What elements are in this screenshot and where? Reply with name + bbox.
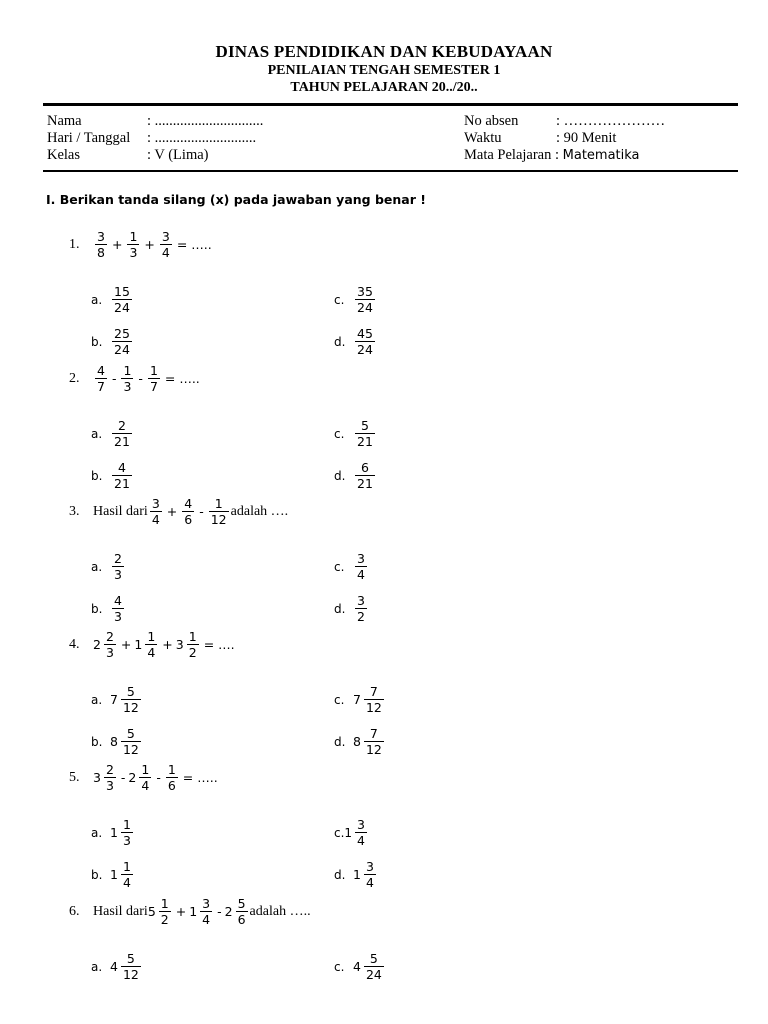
whole-number: 3	[93, 770, 101, 785]
whole-number: 4	[110, 959, 118, 974]
numerator: 35	[357, 284, 373, 299]
section-title: I. Berikan tanda silang (x) pada jawaban yang benar !	[46, 192, 426, 207]
answer-option-a[interactable]	[91, 418, 134, 449]
whole-number: 2	[93, 637, 101, 652]
numerator: 2	[105, 629, 114, 644]
fraction	[209, 496, 229, 527]
denominator: 8	[97, 245, 105, 260]
whole-number: 7	[353, 692, 361, 707]
operator: = …..	[176, 237, 212, 252]
answer-option-c[interactable]	[334, 418, 377, 449]
fraction	[182, 496, 194, 527]
numerator: 1	[129, 229, 138, 244]
fraction	[121, 859, 133, 890]
denominator: 12	[122, 967, 139, 982]
option-letter: d.	[334, 601, 346, 616]
denominator: 3	[114, 609, 122, 624]
option-letter: a.	[91, 825, 103, 840]
fraction	[127, 229, 139, 260]
option-letter: a.	[91, 959, 103, 974]
option-letter: c.	[334, 959, 345, 974]
fraction	[355, 284, 375, 315]
denominator: 6	[237, 912, 246, 927]
info-right	[464, 113, 665, 164]
denominator: 24	[357, 300, 373, 315]
fraction	[104, 762, 116, 793]
question-text: Hasil dari	[93, 503, 148, 519]
denominator: 6	[167, 778, 176, 793]
option-letter: a.	[91, 692, 103, 707]
kelas-label: Kelas	[47, 147, 81, 163]
numerator: 3	[151, 496, 160, 511]
operator: -	[111, 371, 117, 386]
denominator: 2	[160, 912, 169, 927]
operator: +	[166, 504, 178, 519]
fraction	[112, 551, 124, 582]
fraction	[112, 460, 132, 491]
numerator: 3	[202, 896, 211, 911]
operator: = …..	[182, 770, 218, 785]
denominator: 3	[105, 778, 114, 793]
fraction	[148, 363, 160, 394]
operator: +	[162, 637, 173, 652]
numerator: 15	[114, 284, 130, 299]
numerator: 5	[126, 951, 135, 966]
question-text: adalah ….	[230, 503, 289, 519]
numerator: 1	[141, 762, 150, 777]
nama-field[interactable]: : ..............................	[147, 113, 264, 129]
numerator: 7	[369, 684, 378, 699]
fraction	[121, 363, 133, 394]
numerator: 1	[188, 629, 197, 644]
denominator: 3	[123, 379, 132, 394]
question-number: 6.	[69, 903, 80, 919]
numerator: 1	[147, 629, 156, 644]
answer-option-b[interactable]	[91, 593, 126, 624]
question-1	[69, 229, 215, 260]
numerator: 4	[97, 363, 105, 378]
option-letter: d.	[334, 867, 346, 882]
fraction	[95, 363, 107, 394]
numerator: 25	[114, 326, 130, 341]
question-3	[69, 496, 288, 527]
option-letter: b.	[91, 734, 103, 749]
denominator: 24	[114, 300, 130, 315]
option-letter: b.	[91, 867, 103, 882]
fraction	[160, 229, 172, 260]
numerator: 1	[167, 762, 176, 777]
denominator: 24	[114, 342, 130, 357]
denominator: 21	[357, 434, 373, 449]
whole-number: 7	[110, 692, 118, 707]
numerator: 1	[122, 859, 131, 874]
fraction	[112, 593, 124, 624]
fraction	[355, 326, 375, 357]
document-header	[0, 42, 768, 96]
numerator: 1	[160, 896, 169, 911]
header-subtitle: PENILAIAN TENGAH SEMESTER 1	[267, 63, 501, 78]
nama-label: Nama	[47, 113, 82, 129]
fraction	[121, 817, 133, 848]
fraction	[145, 629, 157, 660]
answer-option-c[interactable]	[334, 951, 386, 982]
fraction	[150, 496, 162, 527]
operator: +	[111, 237, 123, 252]
whole-number: 1	[110, 867, 118, 882]
denominator: 3	[122, 833, 131, 848]
question-text: Hasil dari	[93, 903, 148, 919]
denominator: 12	[122, 700, 139, 715]
fraction	[121, 684, 141, 715]
numerator: 4	[184, 496, 193, 511]
answer-option-b[interactable]	[91, 859, 135, 890]
question-number: 1.	[69, 236, 80, 252]
denominator: 12	[365, 700, 382, 715]
waktu-label: Waktu	[464, 130, 502, 146]
question-text: adalah …..	[249, 903, 311, 919]
denominator: 4	[357, 567, 365, 582]
numerator: 3	[357, 593, 365, 608]
whole-number: 1	[353, 867, 361, 882]
whole-number: 1	[189, 904, 198, 919]
numerator: 1	[214, 496, 223, 511]
waktu-value: : 90 Menit	[556, 130, 617, 146]
option-letter: c.	[334, 292, 345, 307]
numerator: 1	[123, 363, 132, 378]
fraction	[112, 284, 132, 315]
numerator: 2	[105, 762, 114, 777]
answer-option-a[interactable]	[91, 684, 143, 715]
denominator: 6	[184, 512, 193, 527]
option-letter: d.	[334, 734, 346, 749]
denominator: 24	[365, 967, 382, 982]
numerator: 3	[97, 229, 105, 244]
option-letter: a.	[91, 559, 103, 574]
numerator: 2	[117, 418, 126, 433]
operator: +	[144, 237, 155, 252]
denominator: 12	[122, 742, 139, 757]
question-6	[69, 896, 311, 927]
operator: +	[120, 637, 132, 652]
denominator: 4	[147, 645, 156, 660]
numerator: 5	[237, 896, 246, 911]
denominator: 4	[141, 778, 150, 793]
fraction	[112, 418, 132, 449]
numerator: 5	[360, 418, 369, 433]
whole-number: 5	[147, 904, 156, 919]
option-letter: b.	[91, 334, 103, 349]
option-letter: b.	[91, 601, 103, 616]
denominator: 7	[97, 379, 105, 394]
fraction	[121, 726, 141, 757]
answer-option-d[interactable]	[334, 726, 386, 757]
fraction	[187, 629, 199, 660]
fraction	[364, 726, 384, 757]
numerator: 1	[122, 817, 131, 832]
option-letter: c.	[334, 426, 345, 441]
hari-label: Hari / Tanggal	[47, 130, 131, 146]
fraction	[364, 684, 384, 715]
whole-number: 3	[175, 637, 184, 652]
denominator: 21	[114, 434, 130, 449]
fraction	[355, 460, 375, 491]
whole-number: 4	[353, 959, 361, 974]
answer-option-a[interactable]	[91, 551, 126, 582]
fraction	[112, 326, 132, 357]
mapel-label: Mata Pelajaran :	[464, 147, 560, 163]
numerator: 3	[357, 551, 365, 566]
answer-option-b[interactable]	[91, 726, 143, 757]
answer-option-c[interactable]	[334, 684, 386, 715]
fraction	[355, 817, 367, 848]
operator: +	[175, 904, 187, 919]
info-left	[47, 113, 263, 164]
answer-option-a[interactable]	[91, 817, 135, 848]
fraction	[364, 859, 376, 890]
fraction	[364, 951, 384, 982]
fraction	[95, 229, 107, 260]
whole-number: 8	[353, 734, 361, 749]
denominator: 3	[105, 645, 114, 660]
option-letter: b.	[91, 468, 103, 483]
fraction	[200, 896, 212, 927]
denominator: 7	[149, 379, 158, 394]
numerator: 3	[161, 229, 170, 244]
question-5	[69, 762, 221, 793]
answer-option-c[interactable]	[334, 551, 369, 582]
absen-label: No absen	[464, 113, 519, 129]
denominator: 4	[161, 245, 170, 260]
option-letter: c.1	[334, 825, 353, 840]
question-number: 2.	[69, 370, 80, 386]
operator: = …..	[164, 371, 200, 386]
denominator: 4	[202, 912, 211, 927]
operator: -	[120, 770, 126, 785]
whole-number: 2	[128, 770, 137, 785]
fraction	[355, 418, 375, 449]
denominator: 3	[114, 567, 122, 582]
fraction	[121, 951, 141, 982]
operator: -	[156, 770, 161, 785]
answer-option-c[interactable]	[334, 284, 377, 315]
denominator: 4	[357, 833, 365, 848]
whole-number: 8	[110, 734, 118, 749]
option-letter: d.	[334, 334, 346, 349]
operator: -	[138, 371, 143, 386]
absen-field[interactable]: : …………………	[556, 113, 666, 129]
denominator: 24	[357, 342, 373, 357]
denominator: 4	[365, 875, 374, 890]
whole-number: 1	[110, 825, 118, 840]
denominator: 2	[357, 609, 365, 624]
fraction	[236, 896, 248, 927]
fraction	[355, 593, 367, 624]
operator: -	[199, 504, 204, 519]
top-rule	[43, 103, 738, 106]
numerator: 5	[126, 684, 135, 699]
denominator: 21	[114, 476, 130, 491]
numerator: 6	[360, 460, 369, 475]
option-letter: c.	[334, 559, 345, 574]
option-letter: a.	[91, 426, 103, 441]
answer-option-b[interactable]	[91, 326, 134, 357]
numerator: 4	[114, 593, 122, 608]
header-year: TAHUN PELAJARAN 20../20..	[290, 80, 478, 95]
answer-option-c1[interactable]	[334, 817, 369, 848]
denominator: 12	[210, 512, 227, 527]
answer-option-a[interactable]	[91, 284, 134, 315]
fraction	[355, 551, 367, 582]
numerator: 3	[365, 859, 374, 874]
operator: -	[217, 904, 222, 919]
fraction	[166, 762, 178, 793]
answer-option-d[interactable]	[334, 859, 378, 890]
mapel-value: Matematika	[562, 148, 640, 163]
denominator: 4	[151, 512, 160, 527]
denominator: 12	[365, 742, 382, 757]
answer-option-a[interactable]	[91, 951, 143, 982]
question-number: 5.	[69, 769, 80, 785]
numerator: 45	[357, 326, 373, 341]
denominator: 3	[129, 245, 138, 260]
header-title: DINAS PENDIDIKAN DAN KEBUDAYAAN	[215, 42, 553, 61]
question-number: 3.	[69, 503, 80, 519]
answer-option-b[interactable]	[91, 460, 134, 491]
numerator: 7	[369, 726, 378, 741]
bottom-rule	[43, 170, 738, 172]
numerator: 4	[117, 460, 126, 475]
kelas-value: : V (Lima)	[147, 147, 209, 163]
numerator: 1	[149, 363, 158, 378]
option-letter: c.	[334, 692, 345, 707]
fraction	[159, 896, 171, 927]
numerator: 2	[114, 551, 122, 566]
fraction	[104, 629, 116, 660]
option-letter: a.	[91, 292, 103, 307]
denominator: 2	[188, 645, 197, 660]
question-4	[69, 629, 238, 660]
denominator: 4	[122, 875, 131, 890]
numerator: 5	[126, 726, 135, 741]
answer-option-d[interactable]	[334, 593, 369, 624]
question-2	[69, 363, 203, 394]
option-letter: d.	[334, 468, 346, 483]
fraction	[139, 762, 151, 793]
question-number: 4.	[69, 636, 80, 652]
whole-number: 1	[134, 637, 143, 652]
operator: = ….	[203, 637, 235, 652]
answer-option-d[interactable]	[334, 326, 377, 357]
numerator: 5	[369, 951, 378, 966]
hari-field[interactable]: : ............................	[147, 130, 257, 146]
answer-option-d[interactable]	[334, 460, 377, 491]
denominator: 21	[357, 476, 373, 491]
whole-number: 2	[224, 904, 233, 919]
numerator: 3	[357, 817, 365, 832]
